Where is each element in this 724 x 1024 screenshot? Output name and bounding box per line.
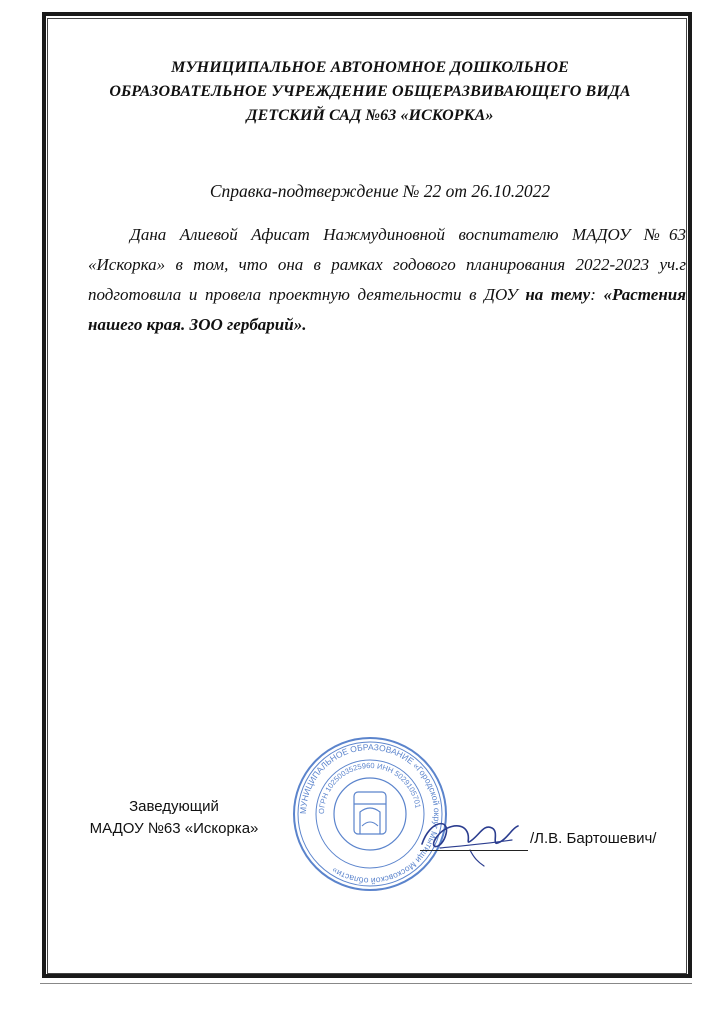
header-line-3: ДЕТСКИЙ САД №63 «ИСКОРКА» [246, 107, 494, 124]
certificate-title: Справка-подтверждение № 22 от 26.10.2022 [209, 181, 551, 201]
stamp-inner-text: ОГРН 1025003525960 ИНН 5029105701 [316, 760, 423, 815]
body-bold-prefix: на тему [525, 285, 591, 304]
certificate-body [88, 220, 686, 340]
header-line-2: ОБРАЗОВАТЕЛЬНОЕ УЧРЕЖДЕНИЕ ОБЩЕРАЗВИВАЮЩЕГО ВИДА [109, 83, 631, 100]
body-main-text: Дана Алиевой Афисат Нажмудиновной воспитателю МАДОУ №63 «Искорка» в том, что она в рамках годового планирования 2022-2023 уч.г подготовила и провела проектную деятельности в ДОУ [88, 225, 686, 304]
page-edge [40, 983, 692, 990]
position-line-1: Заведующий [129, 798, 219, 815]
project-topic: «Растения нашего края. ЗОО гербарий». [88, 285, 686, 334]
signatory-position [74, 796, 274, 840]
organization-header [90, 56, 650, 128]
header-line-1: МУНИЦИПАЛЬНОЕ АВТОНОМНОЕ ДОШКОЛЬНОЕ [171, 59, 569, 76]
signatory-name: /Л.В. Бартошевич/ [530, 830, 657, 847]
position-line-2: МАДОУ №63 «Искорка» [89, 820, 259, 837]
signature-line [420, 850, 528, 851]
handwritten-signature [400, 800, 530, 870]
body-separator: : [590, 285, 604, 304]
stamp-outer-text: МУНИЦИПАЛЬНОЕ ОБРАЗОВАНИЕ «Городской округ Мытищи Московской области» [297, 741, 443, 887]
